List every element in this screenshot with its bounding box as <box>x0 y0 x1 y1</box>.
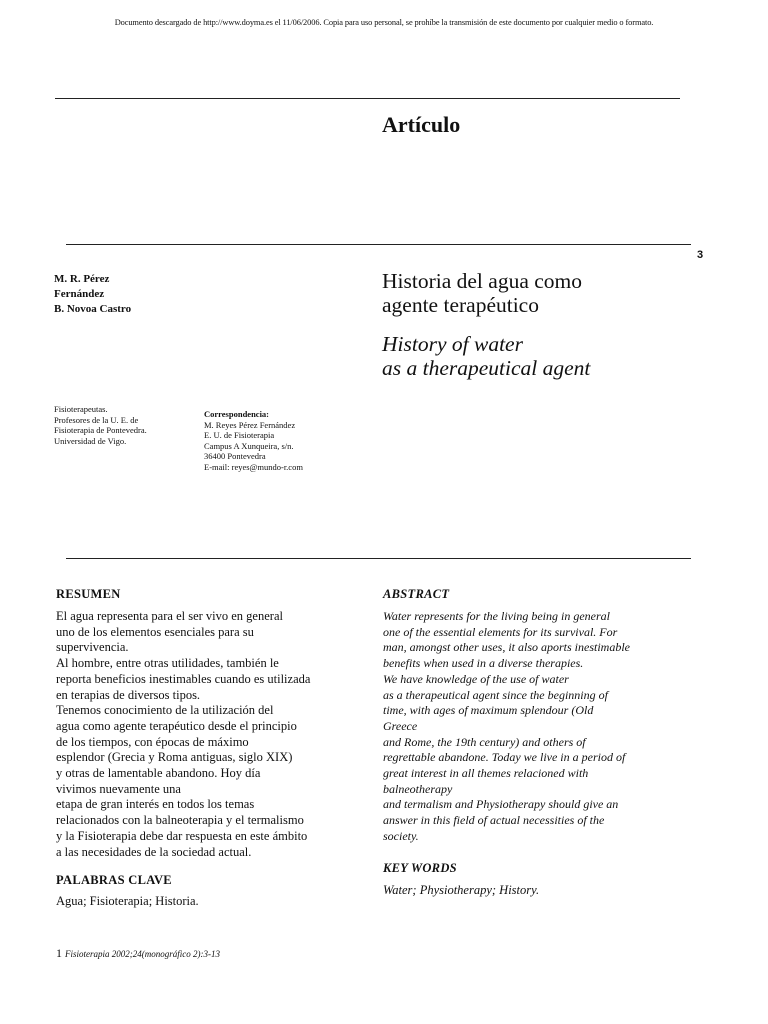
resumen-line: reporta beneficios inestimables cuando es utilizada <box>56 671 311 686</box>
resumen-line: vivimos nuevamente una <box>56 781 181 796</box>
key-words-heading: KEY WORDS <box>383 861 457 875</box>
resumen-line: a las necesidades de la sociedad actual. <box>56 844 252 859</box>
abstract-line: Greece <box>383 718 418 733</box>
title-line: Historia del agua como <box>382 269 583 293</box>
abstract-line: We have knowledge of the use of water <box>383 671 569 686</box>
affiliation-line: Fisioterapia de Pontevedra. <box>54 425 147 435</box>
resumen-line: supervivencia. <box>56 640 129 655</box>
palabras-clave-heading: PALABRAS CLAVE <box>56 873 172 887</box>
abstract-line: and termalism and Physiotherapy should give an <box>383 797 619 812</box>
section-label: Artículo <box>382 112 461 137</box>
resumen-line: y otras de lamentable abandono. Hoy día <box>56 766 261 781</box>
author-line: Fernández <box>54 288 105 300</box>
resumen-line: esplendor (Grecia y Roma antiguas, siglo XIX) <box>56 750 293 765</box>
resumen-line: etapa de gran interés en todos los temas <box>56 797 255 812</box>
resumen-heading: RESUMEN <box>56 587 121 601</box>
abstract-line: man, amongst other uses, it also aports inestimable <box>383 640 631 655</box>
header-rule <box>66 244 691 245</box>
key-words-text: Water; Physiotherapy; History. <box>383 883 540 897</box>
correspondence-email: E-mail: reyes@mundo-r.com <box>204 461 303 472</box>
journal-reference: Fisioterapia 2002;24(monográfico 2):3-13 <box>65 949 220 959</box>
abstract-rule <box>66 558 691 559</box>
title-line: as a therapeutical agent <box>382 356 591 380</box>
abstract-heading: ABSTRACT <box>383 587 450 601</box>
top-rule <box>55 98 680 99</box>
footer <box>56 946 220 961</box>
abstract-line: great interest in all themes relacioned with <box>383 766 589 781</box>
abstract-line: Water represents for the living being in general <box>383 609 610 623</box>
abstract-line: benefits when used in a diverse therapies. <box>383 656 584 671</box>
resumen-line: El agua representa para el ser vivo en general <box>56 609 283 623</box>
resumen-line: de los tiempos, con épocas de máximo <box>56 734 249 749</box>
correspondence <box>204 409 303 472</box>
footer-page-number: 1 <box>56 946 62 960</box>
resumen-line: y la Fisioterapia debe dar respuesta en este ámbito <box>56 828 308 843</box>
affiliation-line: Fisioterapeutas. <box>54 404 108 414</box>
correspondence-line: 36400 Pontevedra <box>204 451 266 461</box>
abstract-line: regrettable abandone. Today we live in a period of <box>383 750 626 765</box>
resumen-line: uno de los elementos esenciales para su <box>56 624 254 639</box>
affiliation-line: Universidad de Vigo. <box>54 435 127 446</box>
correspondence-heading: Correspondencia: <box>204 409 270 419</box>
resumen-line: agua como agente terapéutico desde el principio <box>56 718 297 733</box>
abstract-line: balneotherapy <box>383 781 453 796</box>
palabras-clave-text: Agua; Fisioterapia; Historia. <box>56 894 199 908</box>
affiliation <box>54 404 147 446</box>
title-spanish <box>382 269 582 317</box>
authors <box>54 272 131 317</box>
abstract-line: one of the essential elements for its survival. For <box>383 624 618 639</box>
correspondence-line: E. U. de Fisioterapia <box>204 430 275 440</box>
resumen-body <box>56 609 310 860</box>
title-line: agente terapéutico <box>382 293 539 317</box>
abstract-line: and Rome, the 19th century) and others of <box>383 734 586 749</box>
affiliation-line: Profesores de la U. E. de <box>54 414 139 425</box>
resumen-line: relacionados con la balneoterapia y el termalismo <box>56 813 304 828</box>
abstract-line: time, with ages of maximum splendour (Old <box>383 703 594 718</box>
correspondence-line: M. Reyes Pérez Fernández <box>204 419 296 430</box>
abstract-line: answer in this field of actual necessities of the <box>383 813 605 828</box>
title-english <box>382 332 590 380</box>
abstract-line: society. <box>383 828 419 843</box>
page-number: 3 <box>697 249 704 261</box>
abstract-body <box>383 609 630 845</box>
resumen-line: en terapias de diversos tipos. <box>56 687 201 702</box>
title-line: History of water <box>382 332 523 356</box>
resumen-line: Tenemos conocimiento de la utilización del <box>56 703 274 718</box>
author-line: M. R. Pérez <box>54 273 110 285</box>
abstract-line: as a therapeutical agent since the beginning of <box>383 687 608 702</box>
resumen-line: Al hombre, entre otras utilidades, también le <box>56 656 279 671</box>
download-notice: Documento descargado de http://www.doyma.es el 11/06/2006. Copia para uso personal, se prohíbe la transmisión de este documento por cualquier medio o formato. <box>114 18 654 27</box>
author-line: B. Novoa Castro <box>54 303 132 315</box>
correspondence-line: Campus A Xunqueira, s/n. <box>204 440 294 451</box>
